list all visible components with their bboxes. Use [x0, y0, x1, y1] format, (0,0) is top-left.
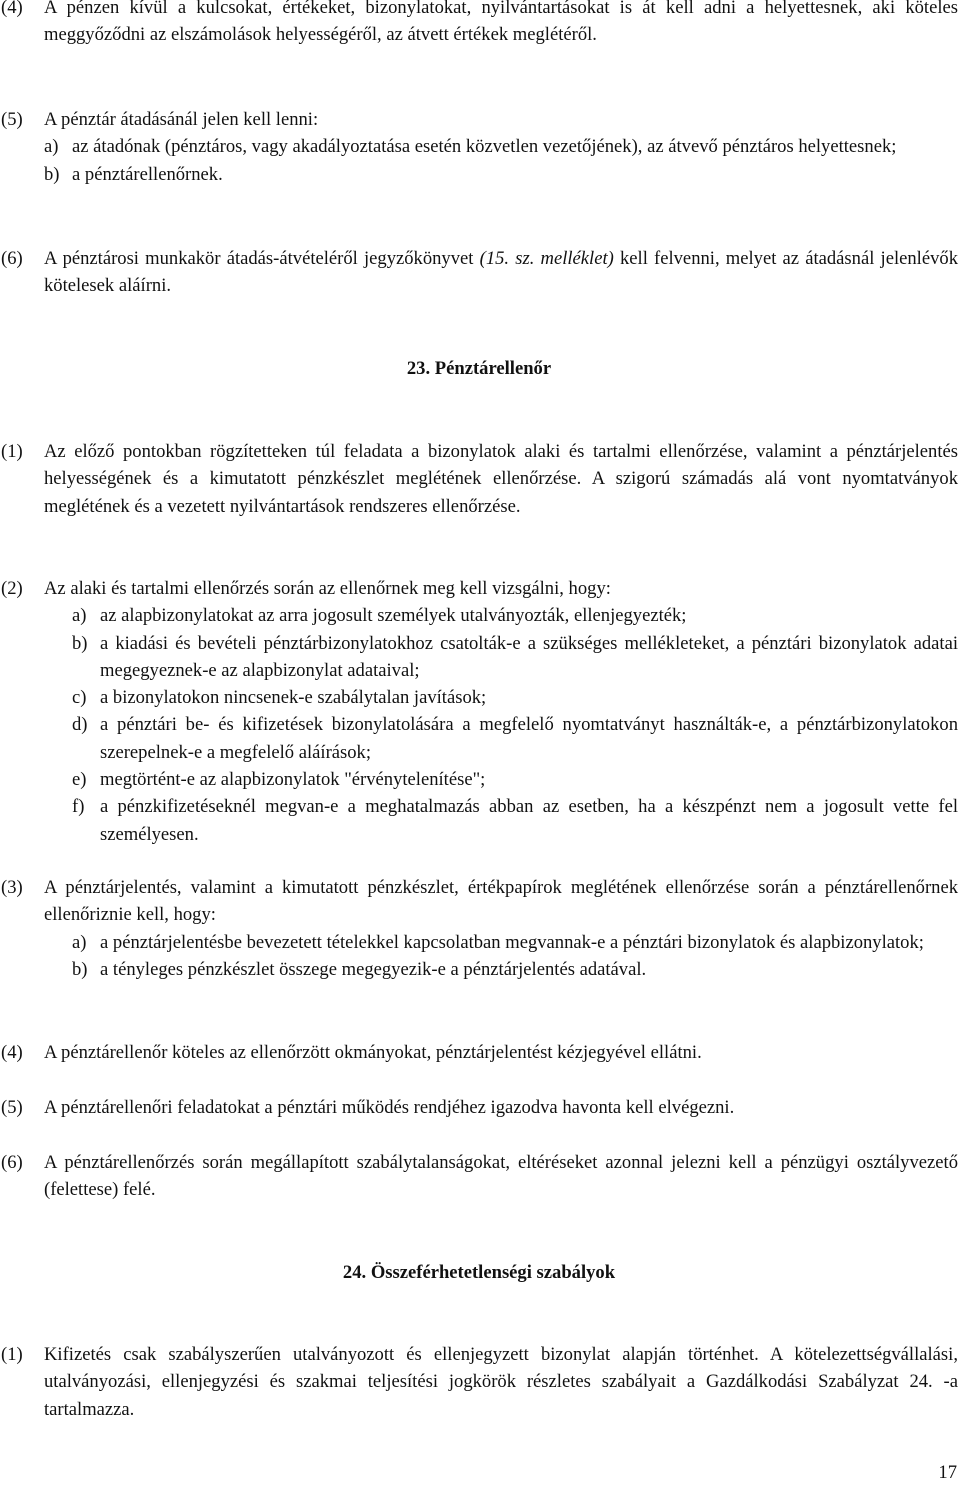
list-item-text: a kiadási és bevételi pénztárbizonylatokhoz csatolták-e a szükséges mellékleteket, a pénztári bizonylatok adatai megegyeznek-e az alapbizonylat adataival;: [100, 632, 958, 681]
list-item-text: a tényleges pénzkészlet összege megegyezik-e a pénztárjelentés adatával.: [100, 958, 647, 980]
list-item-text: a pénztárjelentésbe bevezetett tételekkel kapcsolatban megvannak-e a pénztári bizonylatok és alapbizonylatok;: [100, 931, 924, 953]
section-heading-23: 23. Pénztárellenőr: [406, 358, 552, 379]
paragraph-text: A pénztárellenőrzés során megállapított szabálytalanságokat, eltéréseket azonnal jelezni kell a pénzügyi osztályvezető (felettese) felé.: [44, 1152, 958, 1201]
paragraph-number: (5): [1, 109, 23, 130]
paragraph-text: Az alaki és tartalmi ellenőrzés során az ellenőrnek meg kell vizsgálni, hogy:: [44, 578, 611, 599]
paragraph-text: A pénztárellenőr köteles az ellenőrzött okmányokat, pénztárjelentést kézjegyével ellátni.: [44, 1042, 702, 1063]
paragraph-23-5: [0, 1094, 958, 1121]
paragraph-text: A pénztárellenőri feladatokat a pénztári működés rendjéhez igazodva havonta kell elvégezni.: [44, 1097, 735, 1118]
paragraph-text: [44, 245, 958, 300]
list-item: [72, 929, 958, 956]
paragraph-23-1: [0, 438, 958, 520]
list-item-label: c): [72, 687, 87, 709]
list-item-text: a bizonylatokon nincsenek-e szabálytalan javítások;: [100, 687, 487, 709]
list-item: [72, 711, 958, 766]
paragraph-number: (1): [1, 441, 23, 462]
paragraph-number: (4): [1, 0, 23, 18]
paragraph-text: Kifizetés csak szabályszerűen utalványozott és ellenjegyzett bizonylat alapján történhet. A kötelezettségvállalási, utalványozási, ellenjegyzési és szakmai teljesítési jogkörök részletes szabályait a Gazdálkodási Szabályzat 24. -a tartalmazza.: [44, 1344, 958, 1420]
paragraph-text: A pénzen kívül a kulcsokat, értékeket, bizonylatokat, nyilvántartásokat is át kell adni a helyettesnek, aki köteles meggyőződni az elszámolások helyességéről, az átvett értékek meglétéről.: [44, 0, 958, 46]
list-item-text: a pénztárellenőrnek.: [72, 163, 223, 185]
list-item-label: b): [72, 958, 88, 980]
section-heading-24: 24. Összeférhetetlenségi szabályok: [342, 1262, 616, 1283]
paragraph-text: A pénztár átadásánál jelen kell lenni:: [44, 109, 319, 130]
list-item-label: e): [72, 769, 87, 791]
paragraph-number: (4): [1, 1042, 23, 1063]
list-item-text: az alapbizonylatokat az arra jogosult személyek utalványozták, ellenjegyezték;: [100, 605, 687, 627]
list-item-text: megtörtént-e az alapbizonylatok "érvénytelenítése";: [100, 769, 486, 791]
paragraph-23-2: [0, 575, 958, 848]
list-item-text: a pénztári be- és kifizetések bizonylatolására a megfelelő nyomtatványt használták-e, a pénztárbizonylatokon szerepelnek-e a megfelelő aláírások;: [100, 714, 958, 763]
list-item: [72, 793, 958, 848]
paragraph-number: (6): [1, 1152, 23, 1173]
list-item-text: a pénzkifizetéseknél megvan-e a meghatalmazás abban az esetben, ha a készpénzt nem a jogosult vette fel személyesen.: [100, 796, 958, 845]
list-item-label: a): [72, 931, 87, 953]
paragraph-4: [0, 0, 958, 49]
paragraph-number: (1): [1, 1344, 23, 1365]
list-item-label: b): [44, 163, 60, 185]
list-item: [72, 602, 958, 629]
list-item: [72, 956, 958, 983]
list-item: [72, 766, 958, 793]
page-number: 17: [938, 1462, 957, 1483]
list-item: [44, 161, 958, 188]
paragraph-text: Az előző pontokban rögzítetteken túl feladata a bizonylatok alaki és tartalmi ellenőrzése, valamint a pénztárjelentés helyességének és a kimutatott pénzkészlet meglétének ellenőrzése. A szigorú számadás alá vont nyomtatványok meglétének és a vezetett nyilvántartások rendszeres ellenőrzése.: [44, 441, 958, 517]
paragraph-number: (6): [1, 248, 23, 269]
list-item: [72, 630, 958, 685]
paragraph-number: (5): [1, 1097, 23, 1118]
list-item-text: az átadónak (pénztáros, vagy akadályoztatása esetén közvetlen vezetőjének), az átvevő pénztáros helyettesnek;: [72, 136, 897, 158]
list-item: [44, 133, 958, 160]
list-item: [72, 684, 958, 711]
list-item-label: a): [72, 605, 87, 627]
paragraph-number: (3): [1, 877, 23, 898]
paragraph-text: A pénztárjelentés, valamint a kimutatott pénzkészlet, értékpapírok meglétének ellenőrzése során a pénztárellenőrnek ellenőriznie kell, hogy:: [44, 877, 958, 926]
paragraph-5: [0, 106, 958, 188]
paragraph-23-6: [0, 1149, 958, 1204]
paragraph-24-1: [0, 1341, 958, 1423]
list-item-label: f): [72, 796, 85, 818]
list-item-label: d): [72, 714, 88, 736]
paragraph-6: [0, 245, 958, 300]
text-run: kell felvenni, melyet az átadásnál jelenlévők kötelesek aláírni.: [44, 248, 958, 297]
paragraph-23-3: [0, 874, 958, 983]
paragraph-number: (2): [1, 578, 23, 599]
list-item-label: a): [44, 136, 59, 158]
paragraph-23-4: [0, 1039, 958, 1066]
text-run: A pénztárosi munkakör átadás-átvételéről jegyzőkönyvet: [44, 248, 480, 269]
list-item-label: b): [72, 632, 88, 654]
annex-reference: (15. sz. melléklet): [479, 248, 614, 269]
